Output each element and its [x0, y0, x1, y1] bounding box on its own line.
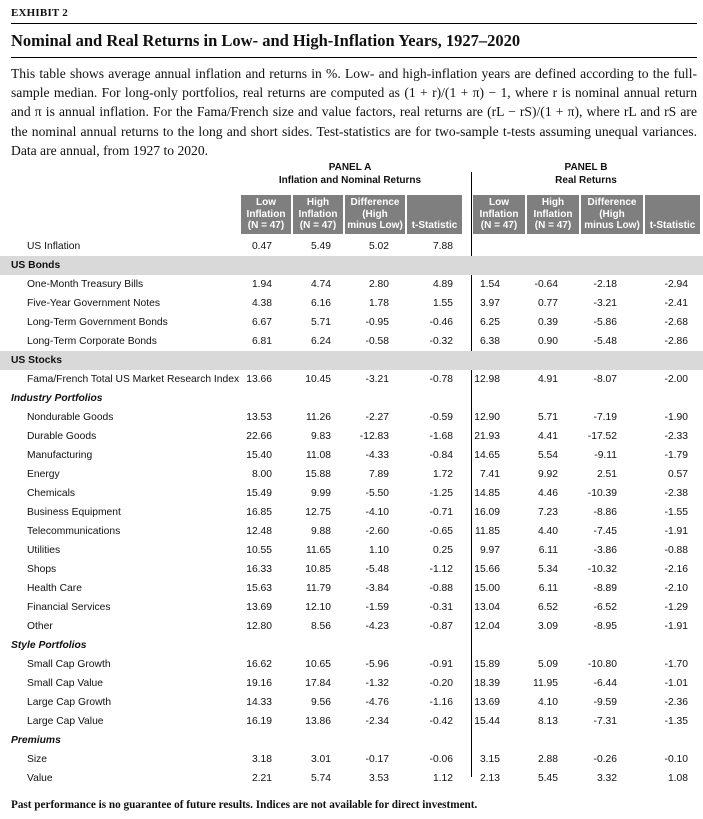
table-row — [0, 237, 703, 256]
table-cell: 12.48 — [246, 526, 272, 537]
row-label: Manufacturing — [27, 450, 93, 461]
table-cell: -2.38 — [664, 488, 688, 499]
table-cell: 9.97 — [479, 545, 500, 556]
table-cell: 9.92 — [537, 469, 558, 480]
table-cell: 3.18 — [251, 754, 272, 765]
table-cell: 11.95 — [532, 678, 558, 689]
table-cell: -1.16 — [429, 697, 453, 708]
top-rule — [11, 23, 697, 24]
table-cell: 3.97 — [479, 298, 500, 309]
table-cell: 6.52 — [537, 602, 558, 613]
table-cell: 7.88 — [432, 241, 453, 252]
row-label: Large Cap Growth — [27, 697, 112, 708]
table-cell: 6.24 — [310, 336, 331, 347]
table-cell: -1.59 — [365, 602, 389, 613]
table-cell: -8.86 — [593, 507, 617, 518]
table-cell: 0.90 — [537, 336, 558, 347]
table-cell: -3.21 — [365, 374, 389, 385]
table-cell: 8.13 — [537, 716, 558, 727]
table-cell: -1.12 — [429, 564, 453, 575]
table-cell: 6.25 — [479, 317, 500, 328]
table-cell: 9.88 — [310, 526, 331, 537]
table-cell: -5.48 — [593, 336, 617, 347]
table-cell: -1.25 — [429, 488, 453, 499]
table-cell: 16.33 — [246, 564, 272, 575]
table-cell: -1.91 — [664, 621, 688, 632]
table-row — [0, 446, 703, 465]
table-cell: 10.45 — [305, 374, 331, 385]
table-cell: 5.45 — [537, 773, 558, 784]
column-header: High Inflation (N = 47) — [293, 195, 343, 234]
table-cell: -2.36 — [664, 697, 688, 708]
table-cell: -2.18 — [593, 279, 617, 290]
table-cell: 12.90 — [474, 412, 500, 423]
row-label: Small Cap Growth — [27, 659, 111, 670]
column-header: Difference (High minus Low) — [345, 195, 405, 234]
table-row — [0, 731, 703, 750]
table-cell: -1.35 — [664, 716, 688, 727]
table-row — [0, 750, 703, 769]
table-row — [0, 294, 703, 313]
table-cell: -0.87 — [429, 621, 453, 632]
table-cell: 8.56 — [310, 621, 331, 632]
row-label: Telecommunications — [27, 526, 121, 537]
table-cell: 5.34 — [537, 564, 558, 575]
column-header: Difference (High minus Low) — [581, 195, 643, 234]
table-row — [0, 465, 703, 484]
row-label: Value — [27, 773, 53, 784]
table-cell: 12.10 — [305, 602, 331, 613]
table-cell: 3.53 — [368, 773, 389, 784]
table-cell: 15.66 — [474, 564, 500, 575]
table-cell: 17.84 — [305, 678, 331, 689]
table-cell: -1.70 — [664, 659, 688, 670]
page-title: Nominal and Real Returns in Low- and High-Inflation Years, 1927–2020 — [11, 31, 521, 50]
table-cell: -6.44 — [593, 678, 617, 689]
table-cell: 9.56 — [310, 697, 331, 708]
table-cell: 9.99 — [310, 488, 331, 499]
table-cell: 1.94 — [251, 279, 272, 290]
table-cell: 2.51 — [596, 469, 617, 480]
table-cell: -0.06 — [429, 754, 453, 765]
row-label: US Inflation — [27, 241, 81, 252]
table-cell: -12.83 — [359, 431, 389, 442]
row-label: Long-Term Government Bonds — [27, 317, 168, 328]
table-row — [0, 674, 703, 693]
table-cell: 14.65 — [474, 450, 500, 461]
table-cell: -1.29 — [664, 602, 688, 613]
table-cell: 3.09 — [537, 621, 558, 632]
table-row — [0, 712, 703, 731]
table-cell: -0.17 — [365, 754, 389, 765]
row-label: One-Month Treasury Bills — [27, 279, 144, 290]
row-label: Industry Portfolios — [11, 393, 103, 404]
table-cell: -0.32 — [429, 336, 453, 347]
table-cell: -1.55 — [664, 507, 688, 518]
table-cell: 9.83 — [310, 431, 331, 442]
table-cell: -2.86 — [664, 336, 688, 347]
table-row — [0, 541, 703, 560]
table-cell: -9.59 — [593, 697, 617, 708]
table-cell: -17.52 — [587, 431, 617, 442]
exhibit-label: EXHIBIT 2 — [11, 7, 68, 19]
table-cell: 4.41 — [537, 431, 558, 442]
table-cell: -2.16 — [664, 564, 688, 575]
table-cell: -2.94 — [664, 279, 688, 290]
table-cell: 14.85 — [474, 488, 500, 499]
row-label: Nondurable Goods — [27, 412, 114, 423]
table-cell: 13.69 — [474, 697, 500, 708]
table-cell: 4.91 — [537, 374, 558, 385]
table-cell: 6.11 — [538, 545, 558, 556]
table-cell: 12.75 — [305, 507, 331, 518]
table-cell: 13.86 — [305, 716, 331, 727]
row-label: Energy — [27, 469, 60, 480]
table-cell: 16.62 — [246, 659, 272, 670]
table-cell: 13.53 — [246, 412, 272, 423]
table-cell: -1.90 — [664, 412, 688, 423]
table-cell: 1.78 — [368, 298, 389, 309]
table-cell: -5.48 — [365, 564, 389, 575]
table-cell: -5.50 — [365, 488, 389, 499]
table-cell: -4.33 — [365, 450, 389, 461]
table-cell: 3.32 — [596, 773, 617, 784]
table-cell: -0.26 — [593, 754, 617, 765]
table-cell: 21.93 — [474, 431, 500, 442]
table-cell: 2.80 — [368, 279, 389, 290]
table-cell: 13.69 — [246, 602, 272, 613]
table-cell: -2.33 — [664, 431, 688, 442]
table-cell: -8.95 — [593, 621, 617, 632]
table-cell: 2.88 — [537, 754, 558, 765]
table-cell: 6.67 — [251, 317, 272, 328]
table-cell: 4.38 — [251, 298, 272, 309]
panel-b-title: PANEL B Real Returns — [555, 162, 617, 186]
table-cell: -0.84 — [429, 450, 453, 461]
table-row — [0, 484, 703, 503]
table-cell: -10.32 — [587, 564, 617, 575]
row-label: Premiums — [11, 735, 61, 746]
table-cell: -2.60 — [365, 526, 389, 537]
table-cell: 0.39 — [537, 317, 558, 328]
table-cell: -2.41 — [664, 298, 688, 309]
table-cell: 0.77 — [537, 298, 558, 309]
footnote: Past performance is no guarantee of future results. Indices are not available for direct investment. — [11, 799, 478, 811]
row-label: Small Cap Value — [27, 678, 103, 689]
table-cell: 15.89 — [474, 659, 500, 670]
table-cell: -7.45 — [593, 526, 617, 537]
table-cell: -8.07 — [593, 374, 617, 385]
table-cell: 1.55 — [432, 298, 453, 309]
table-cell: 16.09 — [474, 507, 500, 518]
table-description: This table shows average annual inflation and returns in %. Low- and high-inflation years are defined according to the full-sample median. For long-only portfolios, real returns are computed as (1 + r)/(1 + π) − 1, where r is nominal annual return and π is annual inflation. For the Fama/French size and value factors, real returns are (rL − rS)/(1 + π), where rL and rS are the nominal annual returns to the long and short sides. Test-statistics are for two-sample t-tests assuming unequal variances. Data are annual, from 1927 to 2020. — [11, 66, 697, 158]
table-cell: -1.68 — [429, 431, 453, 442]
table-cell: 0.25 — [432, 545, 453, 556]
table-cell: 5.09 — [537, 659, 558, 670]
row-label: Long-Term Corporate Bonds — [27, 336, 157, 347]
table-row — [0, 256, 703, 275]
table-cell: 4.89 — [432, 279, 453, 290]
table-cell: 0.57 — [667, 469, 688, 480]
panel-a-title: PANEL A Inflation and Nominal Returns — [278, 162, 422, 186]
table-cell: 6.16 — [310, 298, 331, 309]
row-label: Chemicals — [27, 488, 76, 499]
table-cell: -4.10 — [365, 507, 389, 518]
table-cell: -0.88 — [429, 583, 453, 594]
table-row — [0, 275, 703, 294]
table-row — [0, 636, 703, 655]
table-cell: 14.33 — [246, 697, 272, 708]
table-cell: 1.72 — [432, 469, 453, 480]
table-cell: -0.20 — [429, 678, 453, 689]
column-header: t-Statistic — [645, 195, 700, 234]
table-cell: 12.98 — [474, 374, 500, 385]
table-cell: 1.10 — [368, 545, 389, 556]
table-cell: 1.12 — [432, 773, 453, 784]
table-cell: 1.08 — [667, 773, 688, 784]
table-cell: -10.80 — [587, 659, 617, 670]
table-cell: 3.15 — [479, 754, 500, 765]
column-header: t-Statistic — [407, 195, 462, 234]
table-cell: 4.10 — [537, 697, 558, 708]
table-cell: 18.39 — [474, 678, 500, 689]
column-header: Low Inflation (N = 47) — [473, 195, 525, 234]
table-cell: -0.58 — [365, 336, 389, 347]
row-label: US Bonds — [11, 260, 61, 271]
table-cell: -9.11 — [594, 450, 617, 461]
table-row — [0, 351, 703, 370]
table-cell: 6.11 — [538, 583, 558, 594]
table-cell: 12.80 — [246, 621, 272, 632]
table-row — [0, 560, 703, 579]
table-cell: -2.68 — [664, 317, 688, 328]
table-cell: -4.76 — [365, 697, 389, 708]
row-label: Durable Goods — [27, 431, 97, 442]
table-cell: -2.27 — [365, 412, 389, 423]
table-cell: 7.41 — [479, 469, 500, 480]
table-cell: 19.16 — [246, 678, 272, 689]
table-cell: 2.13 — [479, 773, 500, 784]
table-cell: 12.04 — [474, 621, 500, 632]
table-cell: 5.71 — [310, 317, 331, 328]
table-cell: 10.85 — [305, 564, 331, 575]
row-label: Size — [27, 754, 48, 765]
column-header: High Inflation (N = 47) — [527, 195, 579, 234]
table-row — [0, 598, 703, 617]
table-cell: -3.86 — [593, 545, 617, 556]
table-row — [0, 503, 703, 522]
table-cell: 4.40 — [537, 526, 558, 537]
table-cell: -10.39 — [587, 488, 617, 499]
table-cell: 6.81 — [251, 336, 272, 347]
table-cell: 5.54 — [537, 450, 558, 461]
row-label: Business Equipment — [27, 507, 121, 518]
table-row — [0, 579, 703, 598]
table-cell: 16.19 — [246, 716, 272, 727]
row-label: Other — [27, 621, 53, 632]
table-cell: -5.96 — [365, 659, 389, 670]
row-label: Large Cap Value — [27, 716, 104, 727]
table-cell: 15.88 — [305, 469, 331, 480]
table-cell: -1.32 — [365, 678, 389, 689]
table-cell: 15.00 — [474, 583, 500, 594]
table-cell: -3.21 — [593, 298, 617, 309]
table-row — [0, 617, 703, 636]
table-row — [0, 389, 703, 408]
row-label: US Stocks — [11, 355, 62, 366]
table-cell: 5.71 — [537, 412, 558, 423]
title-rule — [11, 57, 697, 58]
table-cell: 11.08 — [305, 450, 331, 461]
table-cell: -0.95 — [365, 317, 389, 328]
table-cell: 5.49 — [310, 241, 331, 252]
table-cell: 7.23 — [537, 507, 558, 518]
table-cell: -2.10 — [664, 583, 688, 594]
table-cell: 3.01 — [310, 754, 331, 765]
table-cell: -0.10 — [664, 754, 688, 765]
table-cell: -0.91 — [429, 659, 453, 670]
table-cell: 11.79 — [305, 583, 331, 594]
table-cell: -2.34 — [365, 716, 389, 727]
table-row — [0, 408, 703, 427]
table-cell: 11.26 — [305, 412, 331, 423]
row-label: Five-Year Government Notes — [27, 298, 160, 309]
table-cell: 11.65 — [305, 545, 331, 556]
table-cell: 4.46 — [537, 488, 558, 499]
table-cell: -3.84 — [365, 583, 389, 594]
row-label: Utilities — [27, 545, 61, 556]
table-cell: 7.89 — [368, 469, 389, 480]
row-label: Health Care — [27, 583, 82, 594]
table-cell: 4.74 — [310, 279, 331, 290]
table-cell: 13.04 — [474, 602, 500, 613]
table-cell: 10.65 — [305, 659, 331, 670]
table-cell: 1.54 — [479, 279, 500, 290]
table-cell: -0.64 — [534, 279, 558, 290]
table-cell: 15.63 — [246, 583, 272, 594]
table-cell: 22.66 — [246, 431, 272, 442]
table-cell: -7.19 — [593, 412, 617, 423]
table-cell: -7.31 — [593, 716, 617, 727]
table-cell: -0.78 — [429, 374, 453, 385]
table-cell: -5.86 — [593, 317, 617, 328]
table-cell: -0.59 — [429, 412, 453, 423]
table-cell: -0.65 — [429, 526, 453, 537]
row-label: Style Portfolios — [11, 640, 87, 651]
table-cell: -8.89 — [593, 583, 617, 594]
table-cell: -1.91 — [664, 526, 688, 537]
table-cell: -2.00 — [664, 374, 688, 385]
table-cell: -0.42 — [429, 716, 453, 727]
table-cell: 6.38 — [479, 336, 500, 347]
table-cell: -4.23 — [365, 621, 389, 632]
table-row — [0, 769, 703, 788]
table-cell: 5.74 — [310, 773, 331, 784]
table-cell: 15.44 — [474, 716, 500, 727]
table-cell: 16.85 — [246, 507, 272, 518]
table-cell: -1.79 — [664, 450, 688, 461]
table-cell: 15.49 — [246, 488, 272, 499]
table-row — [0, 370, 703, 389]
table-cell: 8.00 — [251, 469, 272, 480]
table-cell: -0.88 — [664, 545, 688, 556]
table-cell: -0.46 — [429, 317, 453, 328]
table-cell: -1.01 — [664, 678, 688, 689]
row-label: Fama/French Total US Market Research Index — [27, 374, 240, 385]
table-row — [0, 313, 703, 332]
table-cell: 11.85 — [474, 526, 500, 537]
table-cell: 15.40 — [246, 450, 272, 461]
table-header — [0, 160, 703, 235]
table-cell: -0.71 — [429, 507, 453, 518]
row-label: Financial Services — [27, 602, 111, 613]
table-cell: 0.47 — [251, 241, 272, 252]
table-cell: -6.52 — [593, 602, 617, 613]
table-cell: -0.31 — [429, 602, 453, 613]
table-cell: 2.21 — [251, 773, 272, 784]
table-row — [0, 655, 703, 674]
table-row — [0, 332, 703, 351]
column-header: Low Inflation (N = 47) — [241, 195, 291, 234]
table-cell: 10.55 — [246, 545, 272, 556]
table-row — [0, 522, 703, 541]
table-row — [0, 427, 703, 446]
table-cell: 13.66 — [246, 374, 272, 385]
row-label: Shops — [27, 564, 57, 575]
table-cell: 5.02 — [368, 241, 389, 252]
table-row — [0, 693, 703, 712]
